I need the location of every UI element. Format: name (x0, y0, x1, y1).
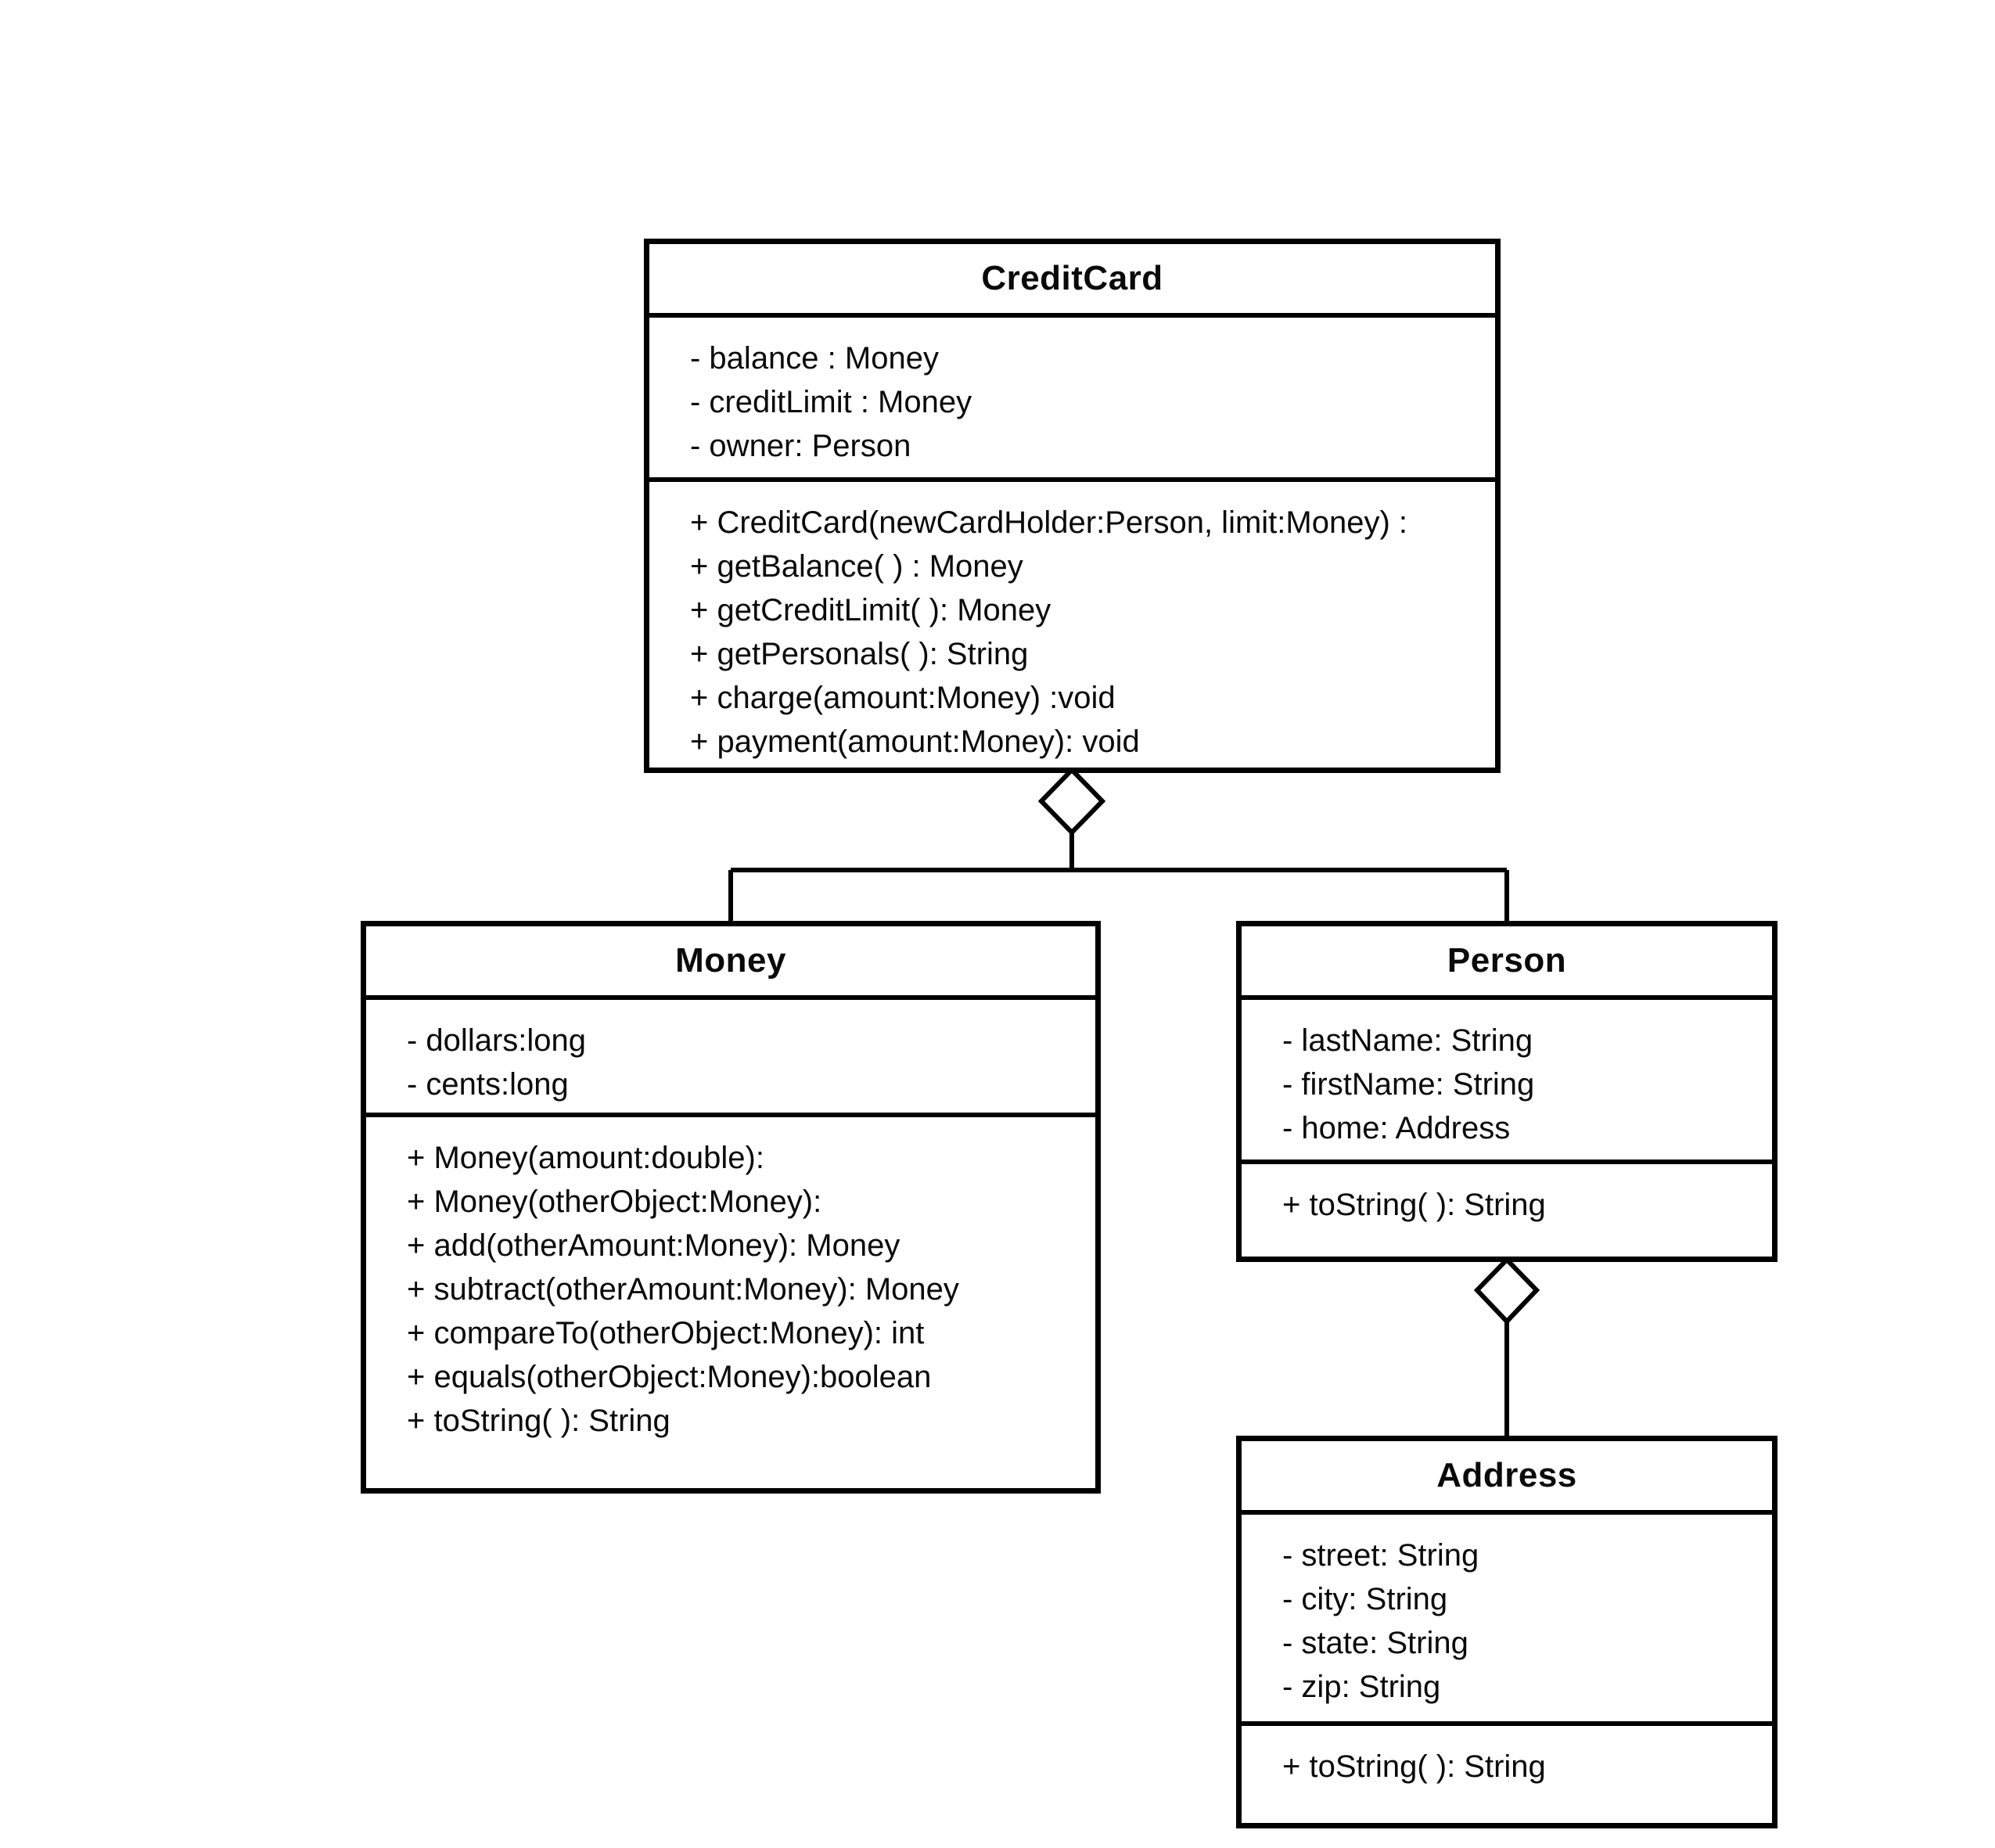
class-name-money: Money (675, 941, 786, 980)
method: + Money(amount:double): (407, 1141, 764, 1175)
methods-compartment (649, 477, 1495, 770)
method: + subtract(otherAmount:Money): Money (407, 1272, 959, 1307)
attribute: - street: String (1282, 1538, 1479, 1573)
attribute: - owner: Person (690, 429, 911, 463)
attribute: - home: Address (1282, 1111, 1511, 1145)
attribute: - cents:long (407, 1067, 569, 1102)
method: + add(otherAmount:Money): Money (407, 1228, 900, 1263)
attribute: - lastName: String (1282, 1023, 1533, 1058)
attribute: - balance : Money (690, 341, 939, 376)
attribute: - city: String (1282, 1582, 1448, 1616)
attributes-compartment (649, 313, 1495, 477)
method: + charge(amount:Money) :void (690, 681, 1116, 715)
class-box-address (1236, 1436, 1778, 1828)
creditcard-aggregation-lines (731, 832, 1507, 923)
aggregation-diamond-creditcard (1041, 770, 1102, 832)
method: + getCreditLimit( ): Money (690, 593, 1051, 627)
attribute: - dollars:long (407, 1023, 587, 1058)
method: + getPersonals( ): String (690, 637, 1029, 671)
class-box-creditcard (644, 239, 1501, 773)
attribute: - zip: String (1282, 1670, 1441, 1704)
method: + payment(amount:Money): void (690, 724, 1140, 759)
method: + getBalance( ) : Money (690, 549, 1023, 584)
attributes-compartment (366, 995, 1095, 1113)
methods-compartment (366, 1113, 1095, 1488)
attribute: - firstName: String (1282, 1067, 1535, 1102)
method: + toString( ): String (407, 1404, 670, 1438)
aggregation-diamond-person (1477, 1260, 1537, 1321)
method: + compareTo(otherObject:Money): int (407, 1316, 925, 1350)
method: + equals(otherObject:Money):boolean (407, 1360, 932, 1394)
method: + toString( ): String (1282, 1188, 1546, 1222)
methods-compartment (1242, 1721, 1772, 1823)
attribute: - state: String (1282, 1626, 1468, 1660)
attribute: - creditLimit : Money (690, 385, 972, 419)
method: + Money(otherObject:Money): (407, 1185, 822, 1219)
attributes-compartment (1242, 1510, 1772, 1721)
class-name-address: Address (1436, 1456, 1577, 1494)
class-name-person: Person (1447, 941, 1567, 980)
attributes-compartment (1242, 995, 1772, 1159)
class-box-person (1236, 921, 1778, 1262)
method: + CreditCard(newCardHolder:Person, limit:Money) : (690, 505, 1407, 540)
method: + toString( ): String (1282, 1749, 1546, 1784)
class-name-creditcard: CreditCard (981, 259, 1163, 297)
methods-compartment (1242, 1159, 1772, 1257)
class-box-money (361, 921, 1101, 1494)
